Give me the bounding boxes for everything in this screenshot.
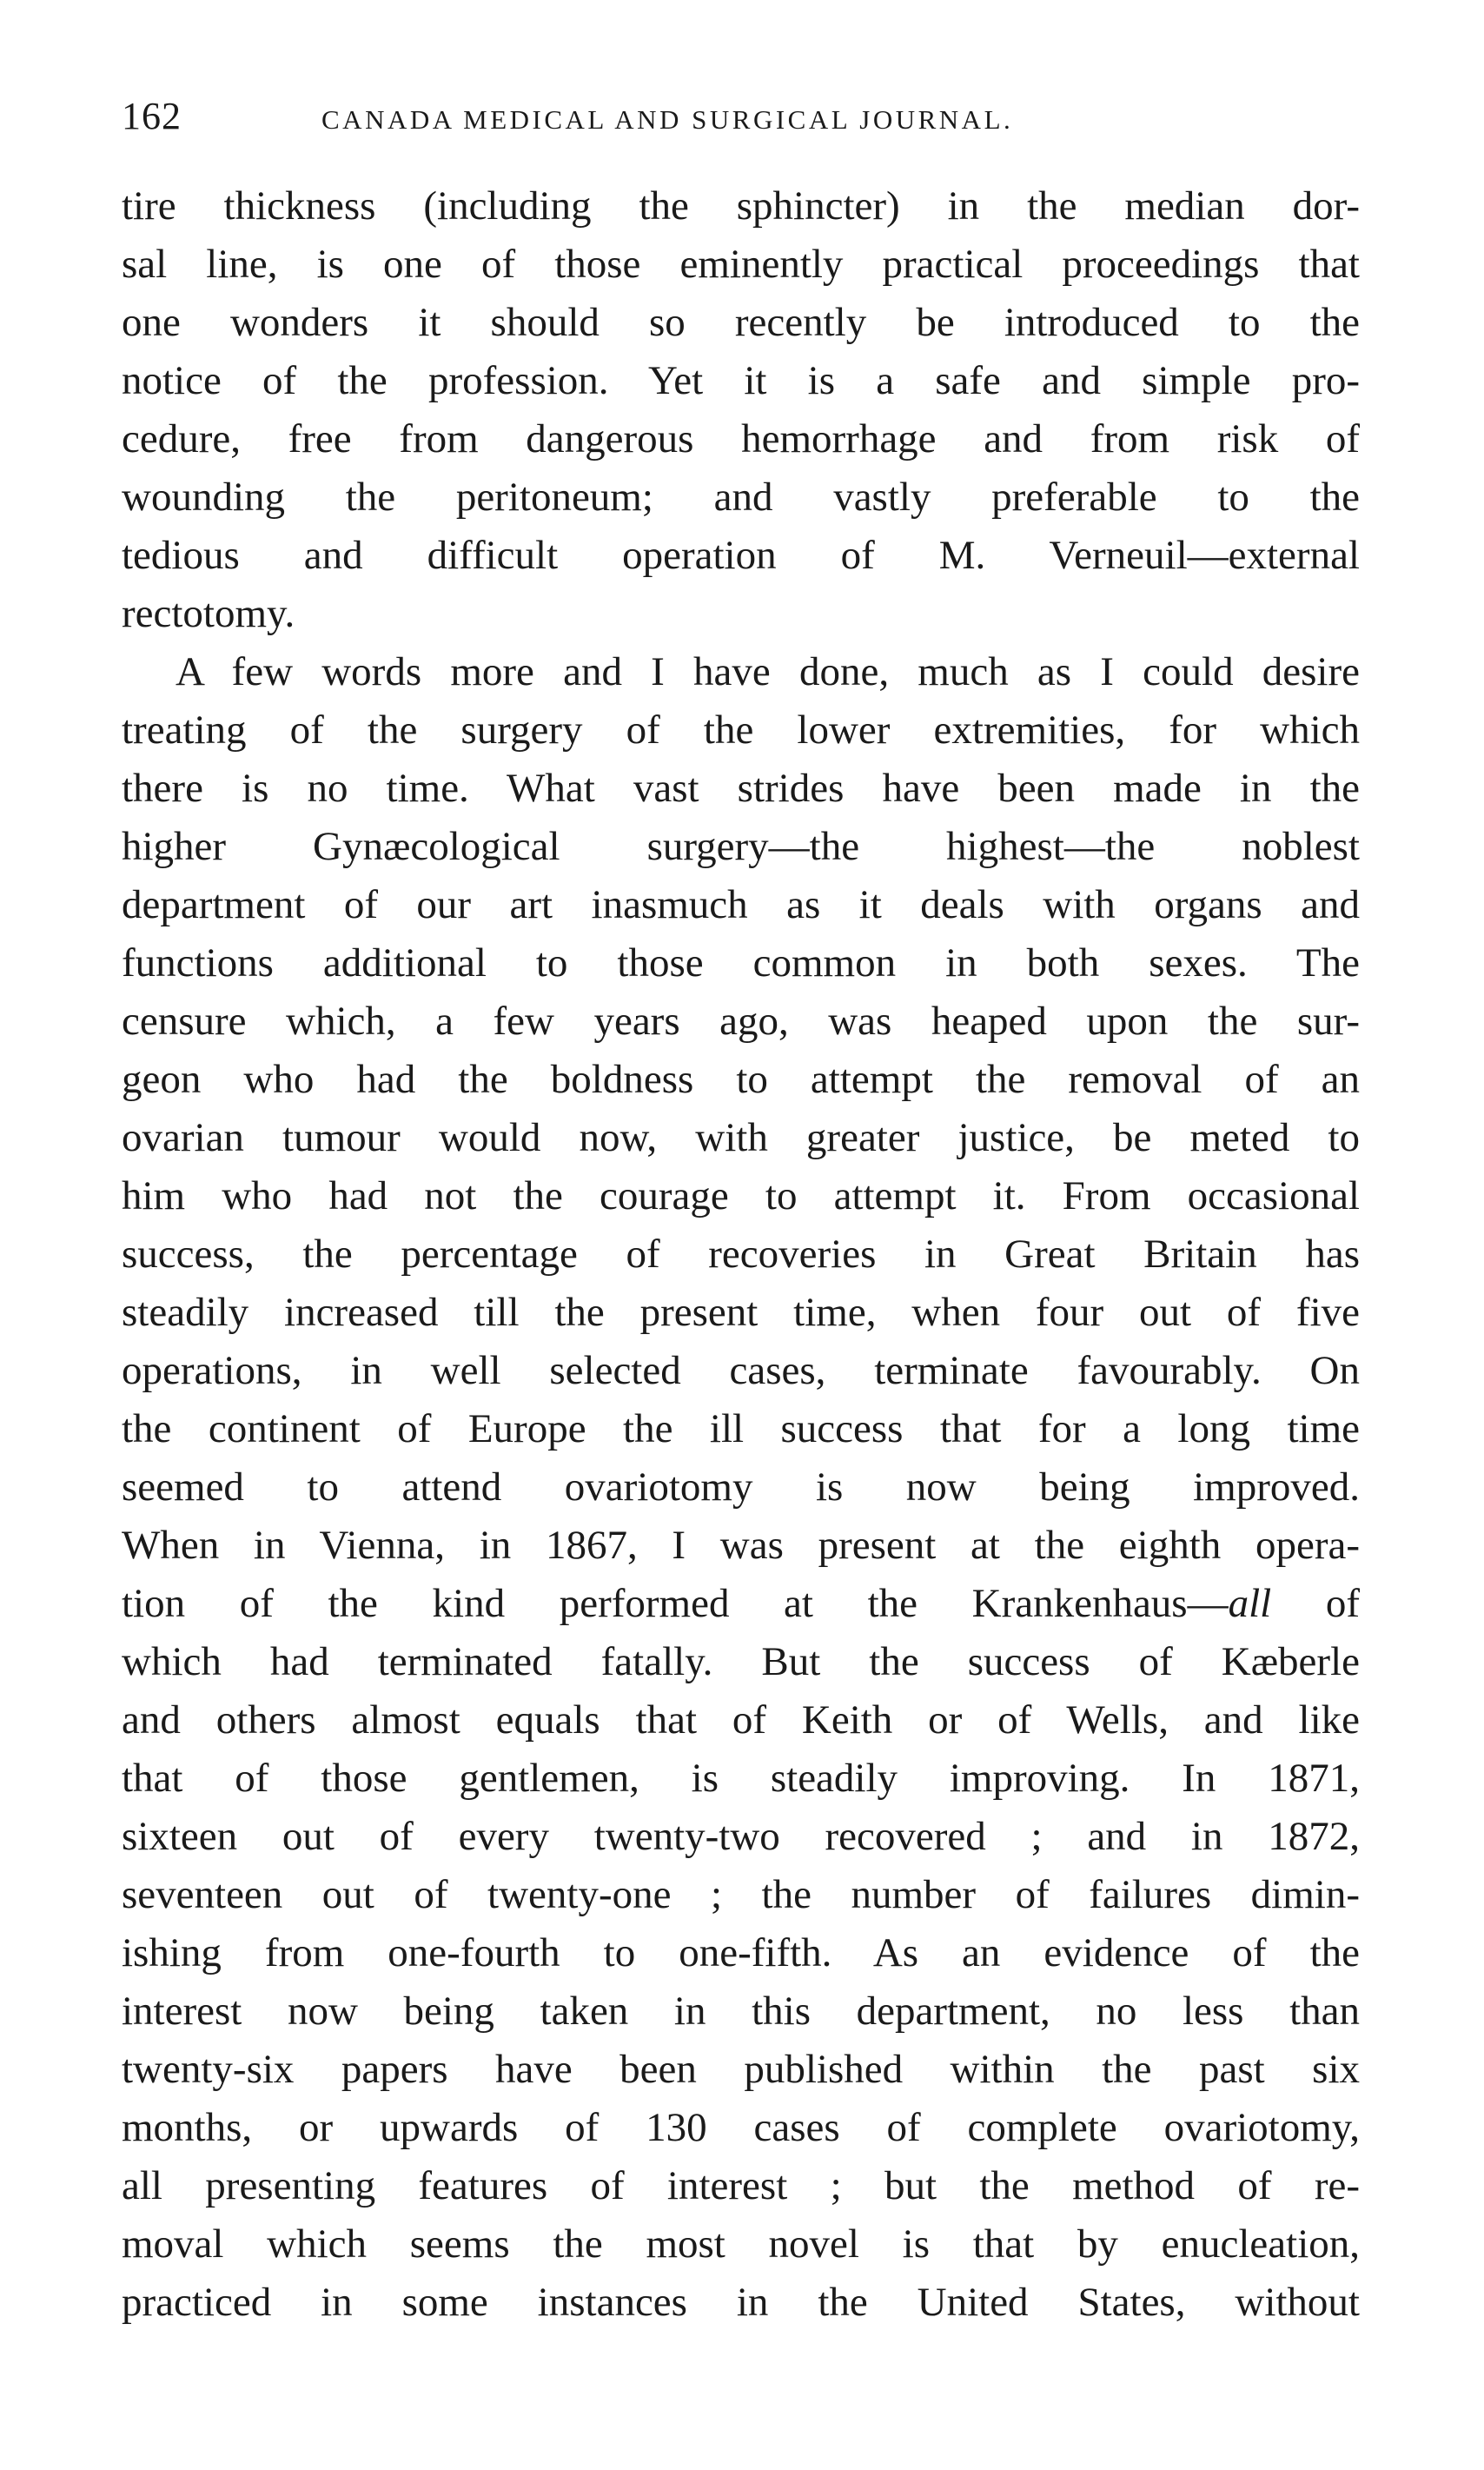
text-line: operations, in well selected cases, terminate favourably. On: [122, 1348, 1360, 1393]
journal-title: CANADA MEDICAL AND SURGICAL JOURNAL.: [321, 104, 1014, 135]
line-text-end: of: [1271, 1581, 1360, 1626]
text-line: treating of the surgery of the lower extremities, for which: [122, 707, 1360, 753]
text-line: When in Vienna, in 1867, I was present at the eighth opera-: [122, 1523, 1360, 1568]
text-line: rectotomy.: [122, 591, 295, 636]
text-line: practiced in some instances in the United States, without: [122, 2280, 1360, 2325]
text-line: the continent of Europe the ill success that for a long time: [122, 1406, 1360, 1451]
text-line: months, or upwards of 130 cases of complete ovariotomy,: [122, 2105, 1360, 2150]
text-line: sal line, is one of those eminently practical proceedings that: [122, 242, 1360, 287]
body-text: [122, 177, 1360, 2332]
italic-emphasis: all: [1228, 1581, 1272, 1626]
text-line: censure which, a few years ago, was heaped upon the sur-: [122, 999, 1360, 1044]
text-line: department of our art inasmuch as it deals with organs and: [122, 882, 1360, 927]
text-line: seventeen out of twenty-one ; the number of failures dimin-: [122, 1872, 1360, 1917]
text-line: ishing from one-fourth to one-fifth. As an evidence of the: [122, 1930, 1360, 1975]
paragraph-start-line: A few words more and I have done, much as I could desire: [176, 649, 1360, 694]
page-number: 162: [122, 95, 182, 137]
text-line: tire thickness (including the sphincter) in the median dor-: [122, 183, 1360, 229]
text-line: that of those gentlemen, is steadily improving. In 1871,: [122, 1756, 1360, 1801]
text-line-with-italic: [122, 1575, 1360, 1633]
text-line: cedure, free from dangerous hemorrhage and from risk of: [122, 416, 1360, 461]
text-line: moval which seems the most novel is that by enucleation,: [122, 2221, 1360, 2267]
text-line: him who had not the courage to attempt it. From occasional: [122, 1173, 1360, 1218]
line-text: tion of the kind performed at the Krankenhaus—: [122, 1581, 1229, 1626]
text-line: one wonders it should so recently be introduced to the: [122, 300, 1360, 345]
text-line: which had terminated fatally. But the success of Kæberle: [122, 1639, 1360, 1684]
text-line: geon who had the boldness to attempt the removal of an: [122, 1057, 1360, 1102]
text-line: higher Gynæcological surgery—the highest—the noblest: [122, 824, 1360, 869]
text-line: functions additional to those common in both sexes. The: [122, 940, 1360, 986]
text-line: success, the percentage of recoveries in Great Britain has: [122, 1232, 1360, 1277]
text-line: tedious and difficult operation of M. Verneuil—external: [122, 533, 1360, 578]
text-line: there is no time. What vast strides have been made in the: [122, 766, 1360, 811]
text-line: seemed to attend ovariotomy is now being improved.: [122, 1464, 1360, 1510]
text-line: wounding the peritoneum; and vastly preferable to the: [122, 475, 1360, 520]
text-line: notice of the profession. Yet it is a safe and simple pro-: [122, 358, 1360, 403]
text-line: interest now being taken in this department, no less than: [122, 1989, 1360, 2034]
text-line: steadily increased till the present time, when four out of five: [122, 1290, 1360, 1335]
text-line: and others almost equals that of Keith or of Wells, and like: [122, 1697, 1360, 1743]
text-line: twenty-six papers have been published within the past six: [122, 2047, 1360, 2092]
running-head: [122, 94, 1373, 146]
text-line: all presenting features of interest ; but the method of re-: [122, 2163, 1360, 2208]
text-line: sixteen out of every twenty-two recovered ; and in 1872,: [122, 1814, 1360, 1859]
text-line: ovarian tumour would now, with greater justice, be meted to: [122, 1115, 1360, 1160]
